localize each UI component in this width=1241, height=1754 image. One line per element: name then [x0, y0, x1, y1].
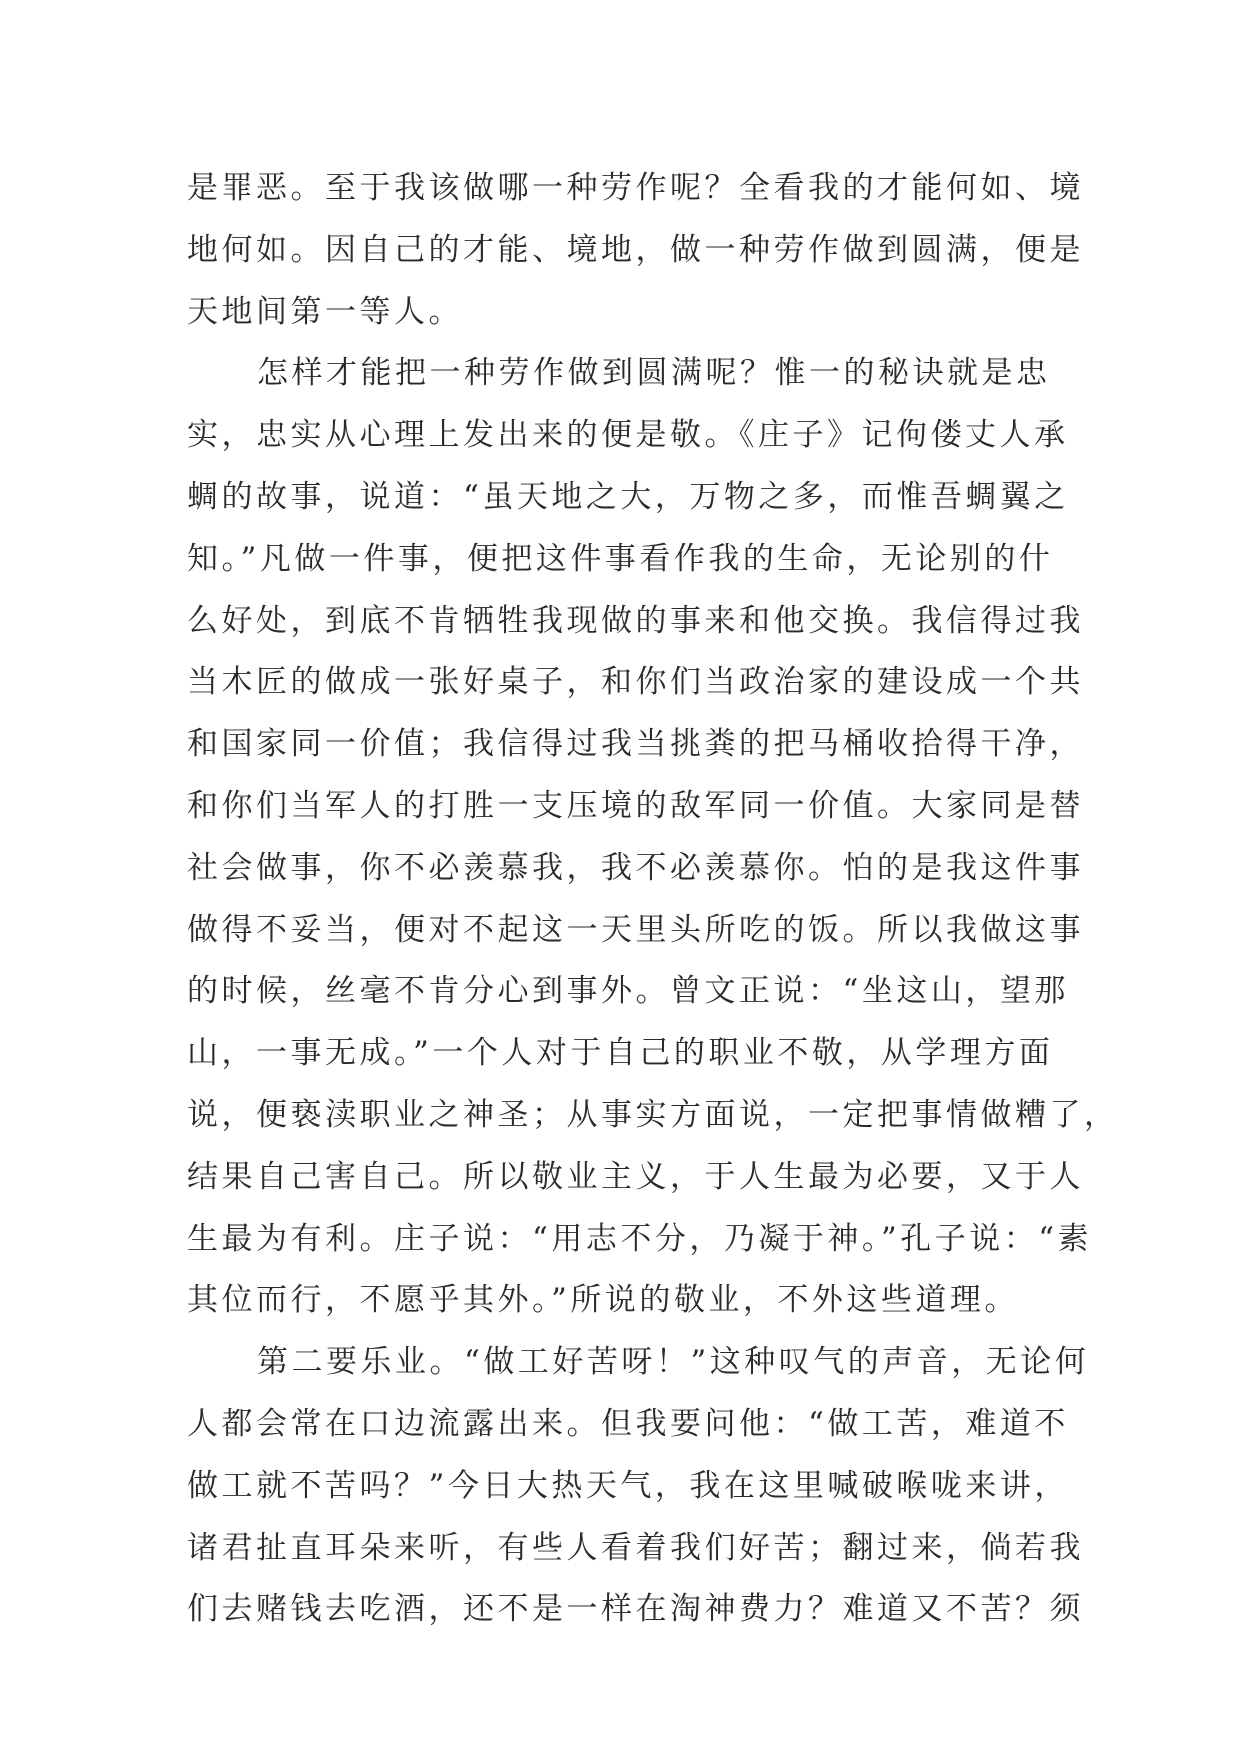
paragraph-start-line: 第二要乐业。“做工好苦呀！”这种叹气的声音，无论何 — [257, 1344, 1090, 1381]
text-line: 人都会常在口边流露出来。但我要问他：“做工苦，难道不 — [187, 1405, 1069, 1442]
text-line: 社会做事，你不必羡慕我，我不必羡慕你。怕的是我这件事 — [187, 849, 1084, 886]
text-line: 做工就不苦吗？”今日大热天气，我在这里喊破喉咙来讲， — [187, 1467, 1069, 1504]
text-line: 结果自己害自己。所以敬业主义，于人生最为必要，又于人 — [187, 1158, 1084, 1195]
paragraph-start-line: 怎样才能把一种劳作做到圆满呢？惟一的秘诀就是忠 — [257, 355, 1051, 392]
text-line: 知。”凡做一件事，便把这件事看作我的生命，无论别的什 — [187, 540, 1054, 577]
text-line: 蜩的故事，说道：“虽天地之大，万物之多，而惟吾蜩翼之 — [187, 478, 1069, 515]
text-line: 当木匠的做成一张好桌子，和你们当政治家的建设成一个共 — [187, 664, 1084, 701]
text-line: 的时候，丝毫不肯分心到事外。曾文正说：“坐这山，望那 — [187, 973, 1069, 1010]
text-line: 地何如。因自己的才能、境地，做一种劳作做到圆满，便是 — [187, 231, 1084, 268]
text-line: 说，便亵渎职业之神圣；从事实方面说，一定把事情做糟了， — [187, 1096, 1119, 1133]
text-line: 其位而行，不愿乎其外。”所说的敬业，不外这些道理。 — [187, 1282, 1019, 1319]
text-line: 么好处，到底不肯牺牲我现做的事来和他交换。我信得过我 — [187, 602, 1084, 639]
text-line: 山，一事无成。”一个人对于自己的职业不敬，从学理方面 — [187, 1035, 1054, 1072]
text-line: 是罪恶。至于我该做哪一种劳作呢？全看我的才能何如、境 — [187, 170, 1084, 206]
text-line: 诸君扯直耳朵来听，有些人看着我们好苦；翻过来，倘若我 — [187, 1529, 1084, 1566]
text-line: 生最为有利。庄子说：“用志不分，乃凝于神。”孔子说：“素 — [187, 1220, 1093, 1257]
text-line: 和你们当军人的打胜一支压境的敌军同一价值。大家同是替 — [187, 787, 1084, 824]
text-line: 们去赌钱去吃酒，还不是一样在淘神费力？难道又不苦？须 — [187, 1591, 1084, 1628]
text-line: 天地间第一等人。 — [187, 293, 463, 330]
text-line: 实，忠实从心理上发出来的便是敬。《庄子》记佝偻丈人承 — [187, 417, 1069, 454]
body-text — [187, 158, 1119, 1641]
text-line: 和国家同一价值；我信得过我当挑粪的把马桶收拾得干净， — [187, 726, 1084, 763]
text-line: 做得不妥当，便对不起这一天里头所吃的饭。所以我做这事 — [187, 911, 1084, 948]
